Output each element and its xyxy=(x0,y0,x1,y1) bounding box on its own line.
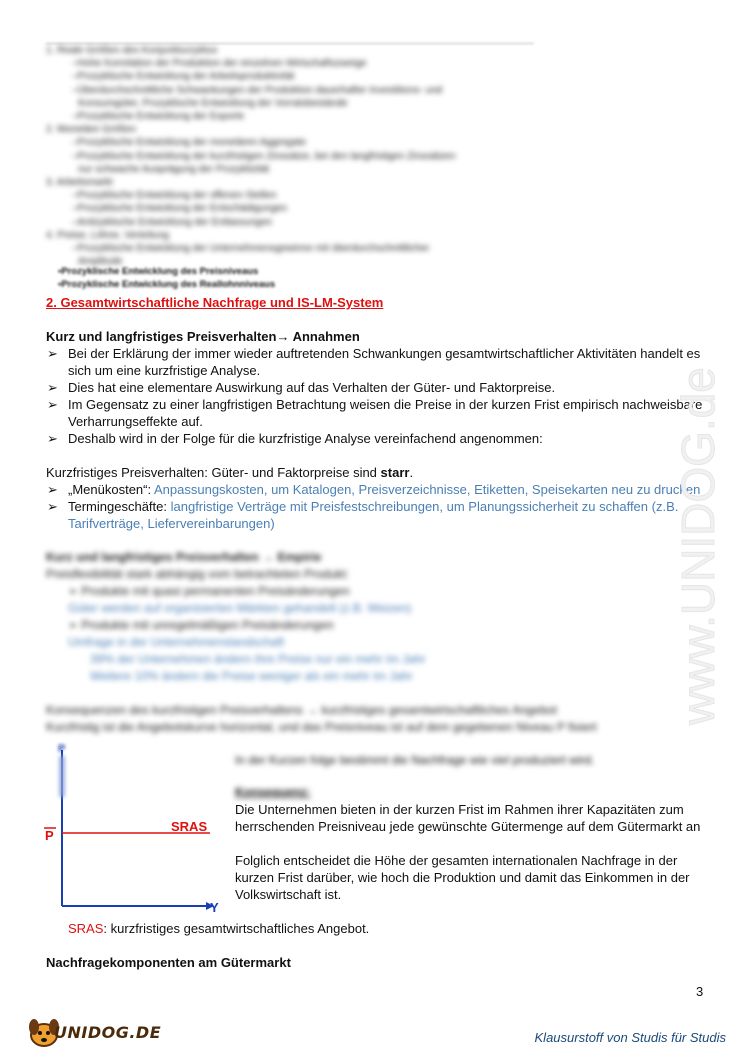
blurred-sub: Weitere 10% ändern die Preise weniger als ein mehr im Jahr xyxy=(90,669,413,683)
list-item: Konsumgüter, Prozyklische Entwicklung der Vorratsbestände xyxy=(78,97,348,109)
menu-bullet-icon: ➢ xyxy=(47,482,58,497)
blurred-line: Preisflexibilität stark abhängig vom betrachteten Produkt: xyxy=(46,567,349,581)
assumption-bullet-icon: ➢ xyxy=(47,431,58,446)
footer-slogan: Klausurstoff von Studis für Studis xyxy=(534,1030,726,1045)
mid-blurred-block xyxy=(46,549,666,736)
blurred-sub: Umfrage in der Unternehmenslandschaft xyxy=(68,635,285,649)
section-heading: 2. Gesamtwirtschaftliche Nachfrage und IS-LM-System xyxy=(46,295,384,310)
blurred-bullet: ➢ Produkte mit unregelmäßigen Preisänderungen xyxy=(68,618,334,632)
blurred-line: Kurzfristig ist die Angebotskurve horizontal, und das Preisniveau ist auf dem gegebenen Niveau P fixiert xyxy=(46,720,597,734)
sras-caption xyxy=(68,920,369,937)
assumption-bullet-icon: ➢ xyxy=(47,346,58,361)
list-item: –Prozyklische Entwicklung der Exporte xyxy=(72,111,245,123)
footer-logo-text: UNIDOG.DE xyxy=(54,1023,162,1042)
right-text2-line: Volkswirtschaft ist. xyxy=(235,887,342,902)
nachfrage-heading: Nachfragekomponenten am Gütermarkt xyxy=(46,955,291,970)
list-item: –Prozyklische Entwicklung der kurzfristigen Zinssätze, bei den langfristigen Zinssätzen xyxy=(72,150,456,162)
assumption-line: sich um eine kurzfristige Analyse. xyxy=(68,363,261,378)
sras-caption-text: : kurzfristiges gesamtwirtschaftliches Angebot. xyxy=(103,921,370,936)
blurred-sub: Güter werden auf organisierten Märkten gehandelt (z.B. Weizen) xyxy=(68,601,412,615)
right-text-line: herrschenden Preisniveau jede gewünschte Gütermenge auf dem Gütermarkt an xyxy=(235,819,701,834)
list-item: 3. Arbeitsmarkt xyxy=(46,177,113,189)
assumption-line: Bei der Erklärung der immer wieder auftretenden Schwankungen gesamtwirtschaftlicher Aktivitäten handelt es xyxy=(68,346,701,361)
x-axis-label: Y xyxy=(210,900,219,915)
clear-list-item: •Prozyklische Entwicklung des Preisniveaus xyxy=(58,266,259,277)
subheading-text: Kurz und langfristiges Preisverhalten xyxy=(46,329,277,344)
list-item: Amplitude xyxy=(78,256,123,268)
assumption-line: Deshalb wird in der Folge für die kurzfristige Analyse vereinfachend angenommen: xyxy=(68,431,543,446)
short-term-intro: Kurzfristiges Preisverhalten: Güter- und Faktorpreise sind xyxy=(46,465,381,480)
blurred-right-2: Konsequenz: xyxy=(235,785,311,799)
list-item: nur schwache Ausprägung der Prozyklizität xyxy=(78,163,270,175)
clear-list-item: •Prozyklische Entwicklung des Reallohnniveaus xyxy=(58,279,276,290)
termin-bullet-icon: ➢ xyxy=(47,499,58,514)
list-item: 1. Reale Größen des Konjunkturzyklus xyxy=(46,45,218,56)
termin-line-2: Tarifverträge, Liefervereinbarungen) xyxy=(68,516,275,531)
menu-costs-line xyxy=(68,481,700,498)
list-item: 4. Preise, Löhne, Verteilung xyxy=(46,229,169,241)
top-blurred-list xyxy=(46,44,546,268)
arrow-right-icon: → xyxy=(276,329,290,344)
short-term-bold: starr xyxy=(380,465,410,480)
footer-logo xyxy=(26,1015,162,1049)
blurred-sub: 39% der Unternehmen ändern ihre Preise nur ein mehr im Jahr xyxy=(90,652,426,666)
watermark-text: www.UNIDOG.de xyxy=(672,367,724,725)
short-term-end: . xyxy=(409,465,414,480)
termin-line xyxy=(68,498,678,515)
termin-label: Termingeschäfte: xyxy=(68,499,171,514)
blurred-line: Konsequenzen des kurzfristigen Preisverhaltens → kurzfristiges gesamtwirtschaftliches Angebot xyxy=(46,703,557,717)
assumption-line: Verharrungseffekte auf. xyxy=(68,414,203,429)
list-item: –Prozyklische Entwicklung der offenen Stellen xyxy=(72,190,277,202)
list-item: –Prozyklische Entwicklung der Unternehmensgewinne mit überdurchschnittlicher xyxy=(72,243,430,255)
assumption-bullet-icon: ➢ xyxy=(47,380,58,395)
sras-caption-label: SRAS xyxy=(68,921,104,936)
assumption-bullet-icon: ➢ xyxy=(47,397,58,412)
list-item: 2. Monetäre Größen xyxy=(46,124,137,136)
short-term-line xyxy=(46,464,413,481)
right-text-line: Die Unternehmen bieten in der kurzen Frist im Rahmen ihrer Kapazitäten zum xyxy=(235,802,684,817)
subheading-tail: Annahmen xyxy=(289,329,360,344)
p-label: P xyxy=(45,828,54,843)
menu-text: Anpassungskosten, um Katalogen, Preisverzeichnisse, Etiketten, Speisekarten neu zu drucken xyxy=(154,482,701,497)
termin-text: langfristige Verträge mit Preisfestschreibungen, um Planungssicherheit zu schaffen (z.B. xyxy=(170,499,679,514)
assumption-line: Im Gegensatz zu einer langfristigen Betrachtung weisen die Preise in der kurzen Frist empirisch nachweisbare xyxy=(68,397,703,412)
blurred-bullet: ➢ Produkte mit quasi permanenten Preisänderungen xyxy=(68,584,350,598)
blurred-right-1: In der Kurzen folge bestimmt die Nachfrage wie viel produziert wird. xyxy=(235,753,595,767)
sras-graph xyxy=(40,742,230,918)
sras-label: SRAS xyxy=(171,819,208,834)
list-item: –Prozyklische Entwicklung der monetären Aggregate xyxy=(72,137,307,149)
y-axis-label: P xyxy=(58,743,66,755)
menu-label: „Menükosten“: xyxy=(68,482,154,497)
list-item: –Hohe Korrelation der Produktion der einzelnen Wirtschaftszweige xyxy=(72,58,367,70)
watermark xyxy=(660,250,740,730)
right-text2-line: Folglich entscheidet die Höhe der gesamten internationalen Nachfrage in der xyxy=(235,853,678,868)
list-item: –Prozyklische Entwicklung der Arbeitsproduktivität xyxy=(72,71,295,83)
assumption-line: Dies hat eine elementare Auswirkung auf das Verhalten der Güter- und Faktorpreise. xyxy=(68,380,556,395)
page-number: 3 xyxy=(696,984,704,999)
list-item: –Prozyklische Entwicklung der Entschädigungen xyxy=(72,203,288,215)
right-text2-line: kurzen Frist darüber, wie hoch die Produktion und damit das Einkommen in der xyxy=(235,870,690,885)
blurred-heading: Kurz und langfristiges Preisverhalten → Empirie xyxy=(46,550,322,564)
list-item: –Überdurchschnittliche Schwankungen der Produktion dauerhafter Investitions- und xyxy=(72,84,443,96)
subheading xyxy=(46,328,360,345)
list-item: –Antizyklische Entwicklung der Entlassungen xyxy=(72,216,273,228)
